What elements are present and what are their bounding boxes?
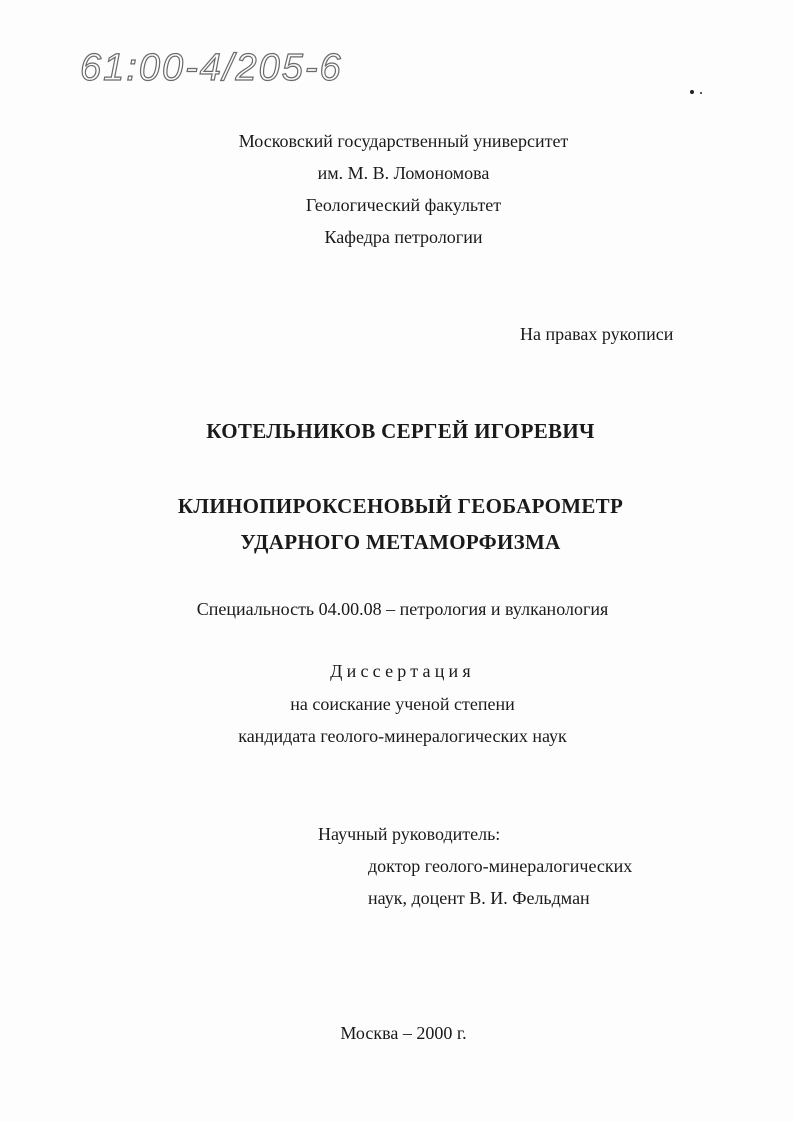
manuscript-note: На правах рукописи bbox=[520, 324, 674, 344]
dissertation-degree: кандидата геолого-минералогических наук bbox=[238, 726, 567, 746]
dissertation-purpose: на соискание ученой степени bbox=[290, 694, 515, 714]
university-named-after: им. М. В. Ломономова bbox=[317, 163, 490, 183]
thesis-title-line-1: КЛИНОПИРОКСЕНОВЫЙ ГЕОБАРОМЕТР bbox=[177, 494, 624, 518]
supervisor-name: наук, доцент В. И. Фельдман bbox=[368, 888, 590, 908]
faculty-name: Геологический факультет bbox=[305, 195, 502, 215]
dissertation-label: Диссертация bbox=[330, 661, 475, 681]
author-name: КОТЕЛЬНИКОВ СЕРГЕЙ ИГОРЕВИЧ bbox=[206, 419, 595, 443]
supervisor-label: Научный руководитель: bbox=[318, 824, 501, 844]
thesis-title-line-2: УДАРНОГО МЕТАМОРФИЗМА bbox=[240, 530, 561, 554]
department-name: Кафедра петрологии bbox=[324, 227, 483, 247]
scan-speck bbox=[700, 92, 702, 94]
archive-stamp-handwriting bbox=[78, 38, 408, 96]
supervisor-degree: доктор геолого-минералогических bbox=[368, 856, 633, 876]
scan-speck bbox=[690, 90, 694, 94]
svg-text:61:00-4/205-6: 61:00-4/205-6 bbox=[80, 47, 343, 89]
specialty: Специальность 04.00.08 – петрология и вулканология bbox=[196, 599, 609, 619]
place-and-year: Москва – 2000 г. bbox=[340, 1023, 467, 1043]
university-name: Московский государственный университет bbox=[238, 131, 569, 151]
